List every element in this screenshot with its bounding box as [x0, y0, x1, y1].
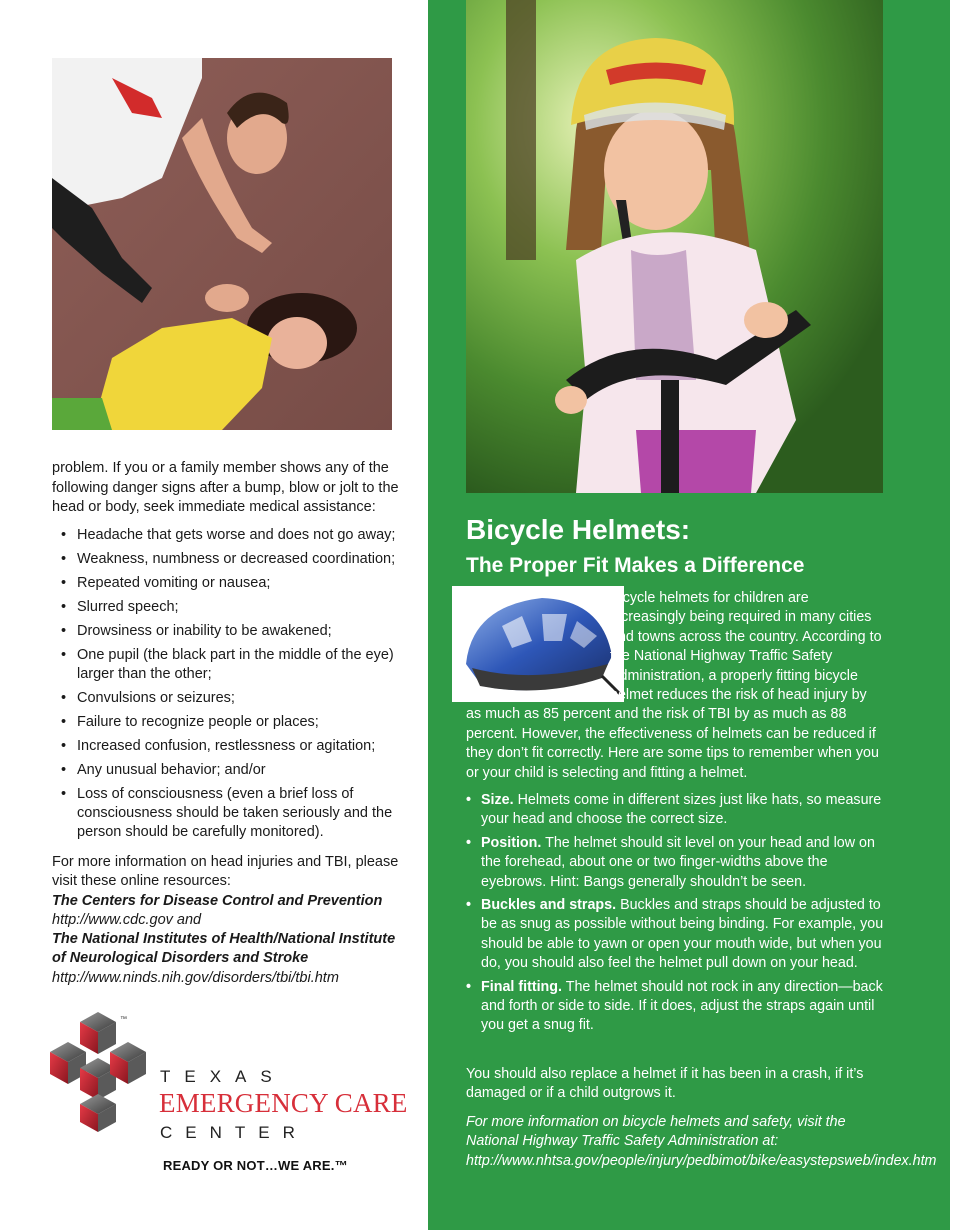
tip-text: Buckles and straps should be adjusted to be as snug as possible without being binding. For example, you should be able to yawn or open your mouth wide, but when you do, you should also feel the helmet pull down on your head. — [481, 897, 884, 972]
tip-label: Buckles and straps. — [481, 897, 617, 914]
tip-text: The helmet should not rock in any direction—back and forth or side to side. If it does, adjust the straps again until you get a snug fit. — [481, 978, 883, 1034]
list-item: • One pupil (the black part in the middle of the eye) larger than the other; — [52, 646, 402, 684]
list-item — [466, 978, 884, 1036]
tip-label: Position. — [481, 834, 542, 851]
tip-label: Final fitting. — [481, 978, 562, 995]
list-item: • Any unusual behavior; and/or — [52, 761, 402, 780]
logo-emergency-care-text: EMERGENCY CARE — [159, 1088, 408, 1118]
resource-org-cdc: The Centers for Disease Control and Prevention — [52, 892, 383, 909]
logo-texas-text: TEXAS — [160, 1067, 286, 1086]
resource-url-cdc[interactable]: http://www.cdc.gov and — [52, 911, 202, 928]
list-item: • Convulsions or seizures; — [52, 689, 402, 708]
texas-emergency-care-logo-icon — [48, 1010, 148, 1132]
tip-label: Size. — [481, 792, 514, 808]
tip-text: Helmets come in different sizes just like hats, so measure your head and choose the correct size. — [481, 792, 882, 828]
list-item — [466, 791, 884, 830]
child-bicycle-photo — [466, 0, 883, 493]
article-body-text: Bicycle helmets for children are increasingly being required in many cities and towns across the country. According to the National Highway Traffic Safety Administration, a properly fitting bicycle helmet reduces the risk of head injury by as much as 85 percent and the risk of TBI by as much as 88 percent. However, the effectiveness of helmets can be reduced if they don’t fit correctly. Here are some tips to remember when you or your child is selecting and fitting a helmet. — [466, 590, 882, 781]
resources-section — [52, 853, 402, 988]
tip-text: The helmet should sit level on your head and low on the forehead, about one or two finger-widths above the eyebrows. Hint: Bangs generally shouldn’t be seen. — [481, 834, 875, 890]
list-item — [466, 896, 884, 974]
first-aid-photo — [52, 58, 392, 430]
resource-url-ninds[interactable]: http://www.ninds.nih.gov/disorders/tbi/tbi.htm — [52, 969, 339, 986]
list-item — [466, 834, 884, 892]
first-aid-illustration — [52, 58, 392, 430]
child-with-helmet-illustration — [466, 0, 883, 493]
list-item: • Weakness, numbness or decreased coordination; — [52, 550, 402, 569]
resource-org-nih: The National Institutes of Health/National Institute of Neurological Disorders and Stroke — [52, 931, 396, 967]
resources-intro: For more information on head injuries and TBI, please visit these online resources: — [52, 854, 399, 890]
left-column — [0, 0, 428, 1230]
article-heading: Bicycle Helmets: — [466, 514, 691, 545]
logo-tagline: READY OR NOT…WE ARE.™ — [163, 1158, 348, 1173]
helmet-tips-list — [466, 791, 884, 1040]
list-item: • Failure to recognize people or places; — [52, 713, 402, 732]
page-right-margin — [950, 0, 960, 1230]
right-green-panel — [428, 0, 950, 1230]
list-item: • Increased confusion, restlessness or agitation; — [52, 737, 402, 756]
list-item: • Repeated vomiting or nausea; — [52, 574, 402, 593]
danger-signs-list — [52, 526, 402, 847]
list-item: • Loss of consciousness (even a brief loss of consciousness should be taken seriously and the person should be carefully monitored). — [52, 785, 402, 842]
list-item: • Slurred speech; — [52, 598, 402, 617]
replace-helmet-note: You should also replace a helmet if it has been in a crash, if it’s damaged or if a child outgrows it. — [466, 1066, 864, 1102]
helmet-image-spacer — [452, 589, 610, 703]
article-body — [466, 589, 884, 783]
logo-center-text: CENTER — [160, 1123, 308, 1142]
more-info-nhtsa[interactable]: For more information on bicycle helmets and safety, visit the National Highway Traffic Safety Administration at: http://www.nhtsa.gov/people/injury/pedbimot/bike/easystepsweb/index.htm — [466, 1114, 937, 1169]
danger-signs-intro: problem. If you or a family member shows any of the following danger signs after a bump, blow or jolt to the head or body, seek immediate medical assistance: — [52, 460, 399, 515]
article-subheading: The Proper Fit Makes a Difference — [466, 554, 805, 577]
list-item: • Drowsiness or inability to be awakened; — [52, 622, 402, 641]
logo-trademark: ™ — [120, 1016, 127, 1023]
list-item: • Headache that gets worse and does not go away; — [52, 526, 402, 545]
